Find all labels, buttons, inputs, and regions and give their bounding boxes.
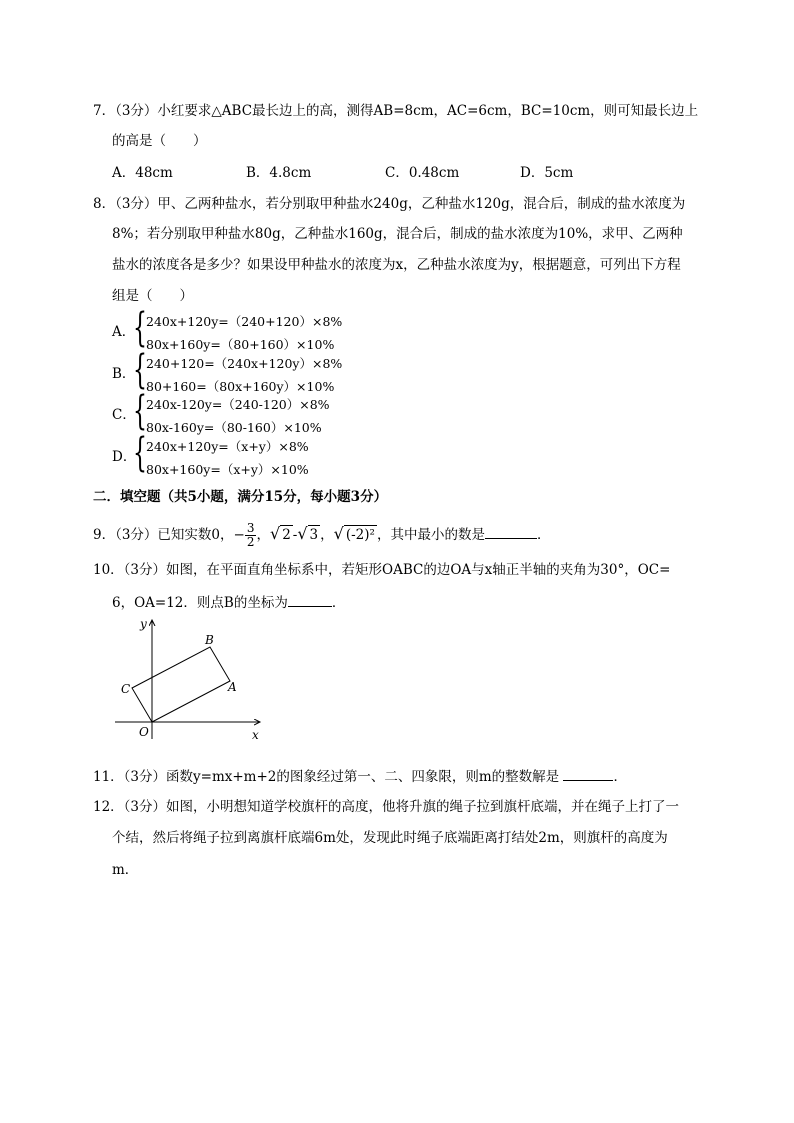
q8-line4: 组是（ ） — [112, 288, 193, 304]
sqrt-icon: √ — [269, 524, 281, 543]
q9-radicand-3: (-2)² — [345, 527, 375, 543]
q7-option-d: D．5cm — [520, 165, 574, 181]
q8-option-b-eq2: 80+160=（80x+160y）×10% — [146, 379, 335, 394]
q8-option-a-eq1: 240x+120y=（240+120）×8% — [146, 314, 343, 329]
q8-option-a-eq2: 80x+160y=（80+160）×10% — [146, 337, 335, 352]
label-a: A — [228, 680, 237, 694]
q8-option-c-label: C． — [112, 407, 136, 423]
q8-option-b-eq1: 240+120=（240x+120y）×8% — [146, 356, 343, 371]
brace-icon: { — [133, 305, 147, 351]
label-y: y — [140, 617, 147, 631]
q8-option-d-eq2: 80x+160y=（x+y）×10% — [146, 462, 309, 477]
label-b: B — [205, 633, 214, 647]
q10-figure — [110, 614, 270, 744]
q7-line2: 的高是（ ） — [112, 133, 207, 149]
q7-option-b: B．4.8cm — [246, 165, 312, 181]
brace-icon: { — [133, 430, 147, 476]
q8-option-b-label: B． — [112, 366, 136, 382]
answer-blank — [485, 524, 537, 539]
q8-option-c-eq1: 240x-120y=（240-120）×8% — [146, 397, 330, 412]
q9-fraction: $\frac{3}{2}$ — [246, 521, 255, 549]
q9-line: 9．（3分）已知实数0，− $\frac{3}{2}$ ，√ 2 -√ 3 ，√ (-2)² ，其中最小的数是 ． — [93, 521, 551, 549]
label-c: C — [121, 682, 131, 696]
label-o: O — [139, 725, 149, 739]
answer-blank — [288, 592, 332, 607]
q7-option-a: A．48cm — [112, 165, 173, 181]
q7-option-c: C．0.48cm — [385, 165, 460, 181]
q7-line1: 7．（3分）小红要求△ABC最长边上的高，测得AB=8cm，AC=6cm，BC=10cm，则可知最长边上 — [93, 103, 699, 119]
q8-line3: 盐水的浓度各是多少？如果设甲种盐水的浓度为x，乙种盐水浓度为y，根据题意，可列出下方程 — [112, 257, 681, 273]
q8-option-a-label: A． — [112, 324, 136, 340]
q8-line1: 8．（3分）甲、乙两种盐水，若分别取甲种盐水240g，乙种盐水120g，混合后，制成的盐水浓度为 — [93, 196, 686, 212]
q8-option-d-eq1: 240x+120y=（x+y）×8% — [146, 439, 309, 454]
q9-radicand-2: 3 — [309, 527, 319, 543]
answer-blank — [563, 766, 613, 781]
q12-line2: 个结，然后将绳子拉到离旗杆底端6m处，发现此时绳子底端距离打结处2m，则旗杆的高度为 — [112, 830, 668, 846]
q8-option-d-label: D． — [112, 449, 137, 465]
q8-option-c-eq2: 80x-160y=（80-160）×10% — [146, 420, 322, 435]
sqrt-icon: √ — [333, 524, 344, 543]
q10-line2: 6，OA=12．则点B的坐标为 ． — [112, 592, 345, 612]
sqrt-icon: √ — [297, 524, 308, 543]
q8-line2: 8%；若分别取甲种盐水80g，乙种盐水160g，混合后，制成的盐水浓度为10%，求甲、乙两种 — [112, 226, 683, 242]
q12-line3: m． — [112, 862, 139, 878]
rectangle-oabc — [132, 647, 230, 722]
label-x: x — [252, 728, 259, 742]
q11-line: 11．（3分）函数y=mx+m+2的图象经过第一、二、四象限，则m的整数解是 ． — [93, 766, 627, 786]
q10-line1: 10．（3分）如图，在平面直角坐标系中，若矩形OABC的边OA与x轴正半轴的夹角为30°，OC= — [93, 562, 671, 578]
section-heading: 二．填空题（共5小题，满分15分，每小题3分） — [93, 489, 388, 505]
q12-line1: 12．（3分）如图，小明想知道学校旗杆的高度，他将升旗的绳子拉到旗杆底端，并在绳子上打了一 — [93, 799, 680, 815]
q9-prefix: 9．（3分）已知实数0，− — [93, 527, 245, 543]
brace-icon: { — [133, 388, 147, 434]
q9-radicand-1: 2 — [282, 527, 291, 543]
brace-icon: { — [133, 347, 147, 393]
